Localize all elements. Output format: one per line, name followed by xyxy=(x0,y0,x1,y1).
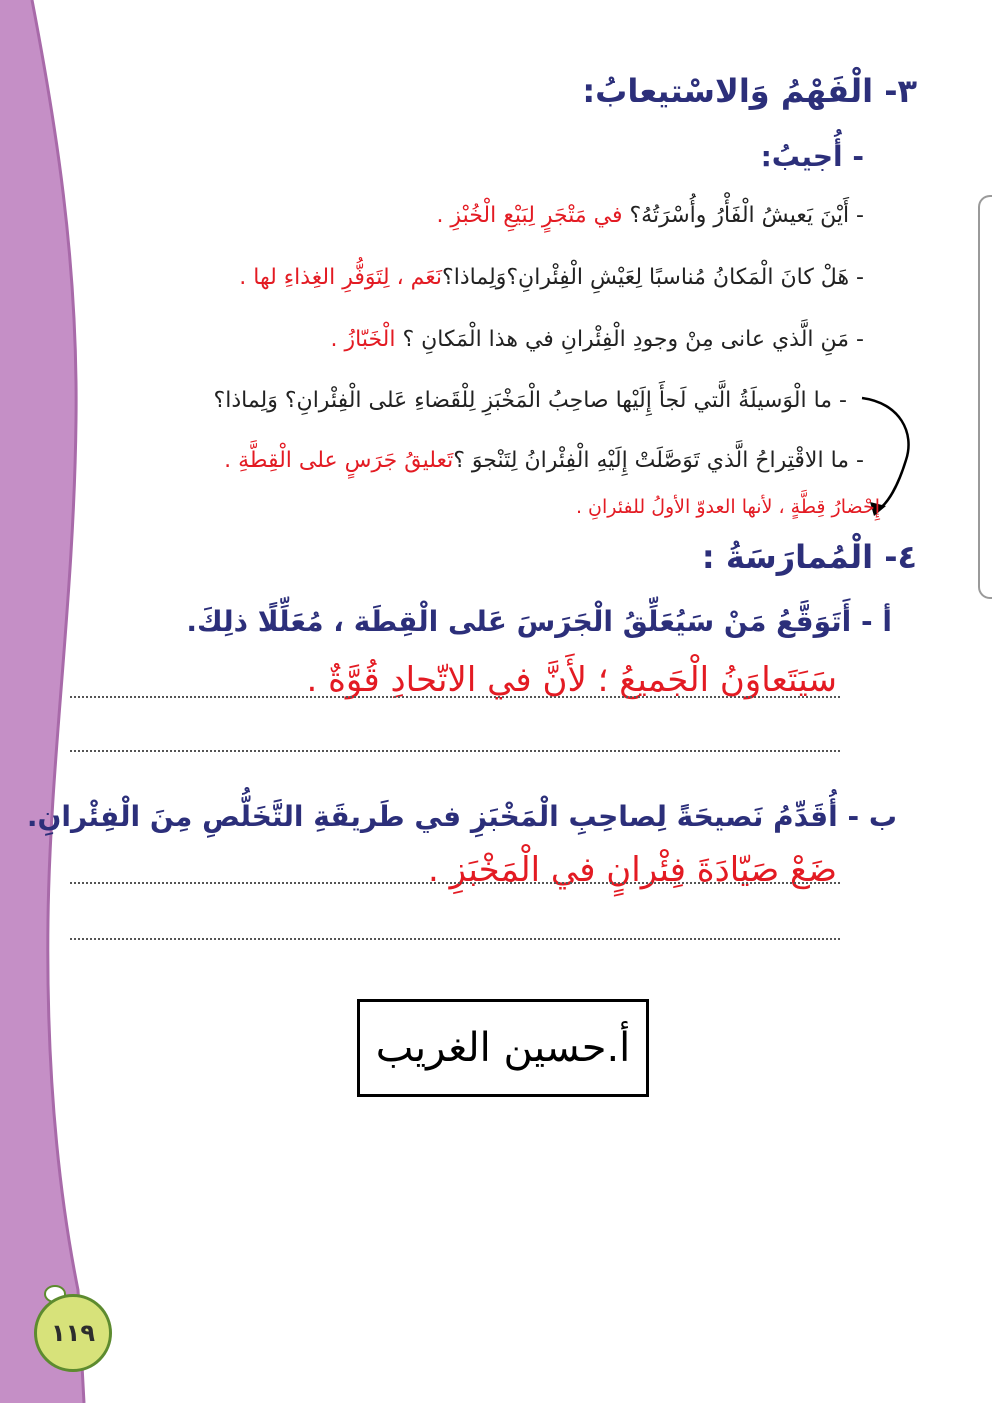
question-2-text: - هَلْ كانَ الْمَكانُ مُناسبًا لِعَيْشِ الْفِئْرانِ؟وَلِماذا؟ xyxy=(442,265,864,290)
signature-text: أ.حسين الغريب xyxy=(375,1025,631,1071)
signature-box xyxy=(357,999,649,1097)
question-5 xyxy=(224,448,864,473)
page-number-badge xyxy=(34,1294,112,1372)
question-2-answer: نَعَم ، لِتَوَفُّرِ الغِذاءِ لها . xyxy=(239,265,443,290)
question-1-text: - أَيْنَ يَعيشُ الْفَأْرُ وأُسْرَتُهُ؟ xyxy=(629,203,864,228)
question-4-text: - ما الْوَسيلَةُ الَّتي لَجأَ إِلَيْها صاحِبُ الْمَخْبَزِ لِلْقَضاءِ عَلى الْفِئْرانِ؟ وَلِماذا؟ xyxy=(213,388,847,413)
question-2 xyxy=(239,265,864,290)
answer-line xyxy=(70,938,840,940)
answer-line xyxy=(70,882,840,884)
page-number: ١١٩ xyxy=(51,1319,95,1347)
answer-line xyxy=(70,696,840,698)
task-a: أ - أَتَوَقَّعُ مَنْ سَيُعَلِّقُ الْجَرَسَ عَلى الْقِطَة ، مُعَلِّلًا ذلِكَ. xyxy=(186,605,892,638)
answer-prompt: - أُجيبُ: xyxy=(760,140,864,173)
question-4-answer: إِحْضارُ قِطَّةٍ ، لأنها العدوّ الأولُ للفئرانِ . xyxy=(575,496,880,518)
section-3-title: ٣- الْفَهْمُ وَالاسْتيعابُ: xyxy=(582,72,917,110)
question-5-answer: تَعليقُ جَرَسٍ على الْقِطَّةِ . xyxy=(224,448,454,473)
side-band-decoration xyxy=(0,0,110,1403)
question-4 xyxy=(214,388,847,413)
question-3-answer: الْخَبّازُ . xyxy=(330,327,396,352)
answer-line xyxy=(70,750,840,752)
task-b: ب - أُقَدِّمُ نَصيحَةً لِصاحِبِ الْمَخْبَزِ في طَريقَةِ التَّخَلُّصِ مِنَ الْفِئْرانِ. xyxy=(26,800,897,833)
question-3 xyxy=(331,327,864,352)
question-3-text: - مَنِ الَّذي عانى مِنْ وجودِ الْفِئْرانِ في هذا الْمَكانِ ؟ xyxy=(395,327,864,352)
section-4-title: ٤- الْمُمارَسَةُ : xyxy=(701,538,917,576)
question-1-answer: في مَتْجَرٍ لِبَيْعِ الْخُبْزِ . xyxy=(436,203,630,228)
question-5-text: - ما الاقْتِراحُ الَّذي تَوَصَّلَتْ إِلَيْهِ الْفِئْرانُ لِتَنْجوَ ؟ xyxy=(453,448,864,473)
page-edge-tab xyxy=(978,195,992,599)
question-1 xyxy=(436,203,864,228)
task-b-answer: ضَعْ صَيّادَةَ فِئْرانٍ في الْمَخْبَزِ . xyxy=(428,850,837,890)
task-a-answer: سَيَتَعاوَنُ الْجَميعُ ؛ لأَنَّ في الاتّحادِ قُوَّةٌ . xyxy=(306,660,837,700)
